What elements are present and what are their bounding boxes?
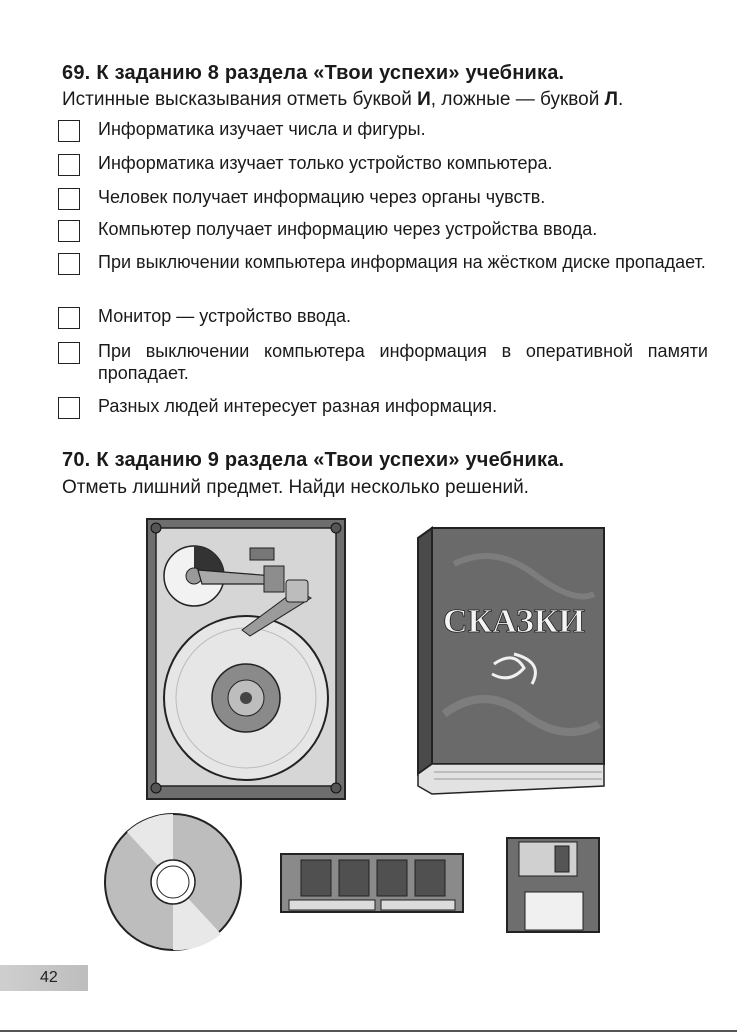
- compact-disc-icon[interactable]: [103, 812, 243, 952]
- task-69-instruction: [62, 89, 623, 111]
- task-70-heading: К заданию 9 раздела «Твои успехи» учебника.: [96, 449, 565, 471]
- task-69-heading: К заданию 8 раздела «Твои успехи» учебника.: [96, 62, 565, 84]
- answer-checkbox[interactable]: [58, 220, 80, 242]
- svg-text:СКАЗКИ: СКАЗКИ: [443, 603, 585, 640]
- answer-checkbox[interactable]: [58, 397, 80, 419]
- floppy-disk-icon[interactable]: [505, 836, 601, 934]
- answer-checkbox[interactable]: [58, 188, 80, 210]
- bottom-divider: [0, 1030, 737, 1032]
- instruction-text-2: , ложные — буквой: [430, 89, 605, 110]
- statement-text: Разных людей интересует разная информация.: [98, 396, 498, 416]
- hard-disk-drive-icon[interactable]: [146, 518, 346, 800]
- task-70-instruction: Отметь лишний предмет. Найди несколько решений.: [62, 477, 529, 498]
- task-70-title: [62, 449, 564, 472]
- instruction-text-3: .: [617, 89, 624, 110]
- answer-checkbox[interactable]: [58, 307, 80, 329]
- memory-module-icon[interactable]: [279, 852, 465, 916]
- statement-text: Компьютер получает информацию через устройства ввода.: [98, 219, 598, 239]
- fairy-tale-book-icon[interactable]: [414, 524, 608, 798]
- instruction-text-1: Истинные высказывания отметь буквой: [62, 89, 418, 110]
- statement-text: При выключении компьютера информация в оперативной памяти пропадает.: [98, 341, 708, 383]
- answer-checkbox[interactable]: [58, 253, 80, 275]
- letter-false: Л: [604, 89, 618, 110]
- statement-text: Монитор — устройство ввода.: [98, 306, 352, 326]
- page-number: 42: [40, 969, 58, 986]
- answer-checkbox[interactable]: [58, 342, 80, 364]
- statement-text: Информатика изучает числа и фигуры.: [98, 119, 426, 139]
- task-70-number: 70.: [62, 449, 91, 471]
- task-69-title: [62, 62, 564, 85]
- answer-checkbox[interactable]: [58, 154, 80, 176]
- letter-true: И: [417, 89, 431, 110]
- answer-checkbox[interactable]: [58, 120, 80, 142]
- statement-text: При выключении компьютера информация на жёстком диске пропадает.: [98, 252, 706, 272]
- statement-text: Человек получает информацию через органы чувств.: [98, 187, 546, 207]
- task-69-number: 69.: [62, 62, 91, 84]
- statement-text: Информатика изучает только устройство компьютера.: [98, 153, 553, 173]
